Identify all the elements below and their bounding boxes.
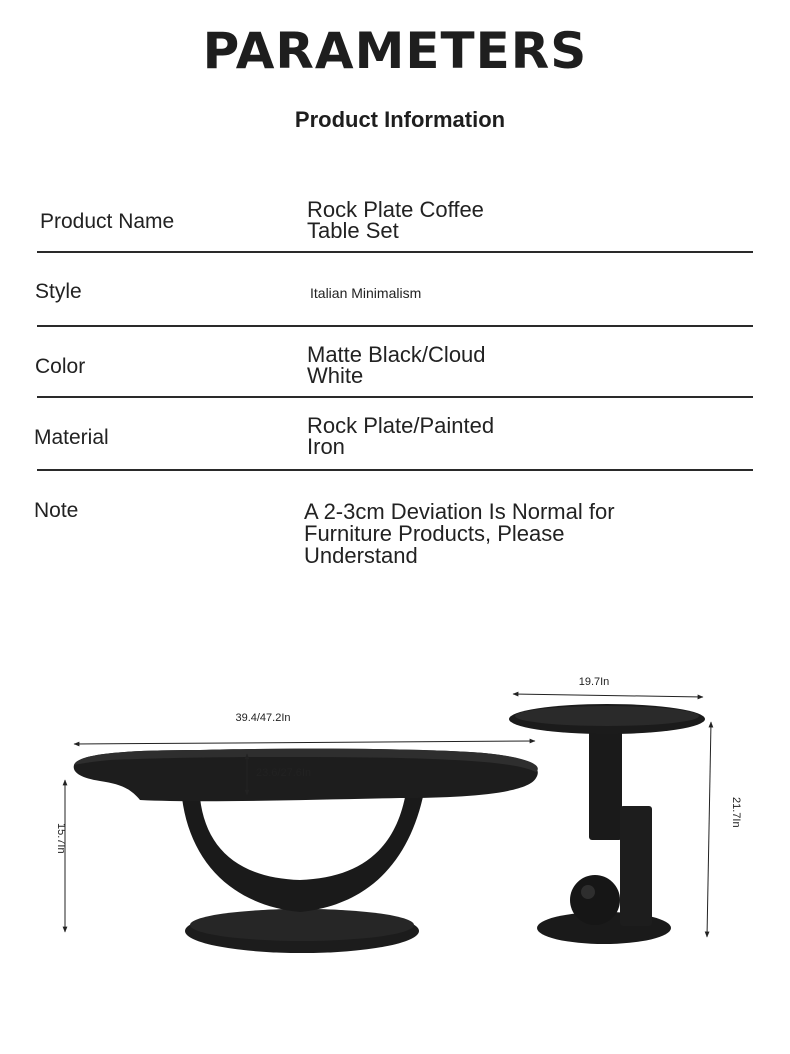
side-table-sphere — [570, 875, 620, 925]
page-title: PARAMETERS — [202, 22, 588, 80]
dimension-label-diameter: 19.7In — [578, 676, 610, 688]
row-value-line: Iron — [307, 434, 345, 459]
row-value-line: Understand — [304, 543, 418, 568]
dimension-label-length: 39.4/47.2In — [235, 712, 291, 724]
coffee-table-arc-support — [182, 792, 424, 912]
row-value-line: Italian Minimalism — [310, 285, 422, 301]
side-table-top-highlight — [515, 706, 699, 726]
row-value-line: Rock Plate Coffee — [307, 197, 484, 222]
dimension-line-length — [74, 741, 535, 744]
row-value-line: Rock Plate/Painted — [307, 413, 495, 438]
side-table — [509, 704, 705, 944]
row-label-style: Style — [35, 280, 82, 303]
dimension-label-table-height: 15.7In — [55, 823, 67, 854]
row-value-line: A 2-3cm Deviation Is Normal for — [304, 499, 615, 524]
dimension-line-diameter — [513, 694, 703, 697]
section-subtitle: Product Information — [294, 107, 506, 132]
side-table-upper-column — [589, 730, 622, 840]
row-value-line: Furniture Products, Please — [304, 521, 565, 546]
side-table-sphere-highlight — [581, 885, 595, 899]
dimension-label-depth: 23.6/27.6In — [256, 767, 312, 779]
row-label-note: Note — [34, 499, 79, 522]
coffee-table-base-top — [190, 909, 414, 941]
row-label-color: Color — [35, 355, 86, 378]
row-label-product-name: Product Name — [40, 210, 175, 233]
coffee-table — [74, 749, 538, 953]
row-value-line: Table Set — [307, 218, 399, 243]
row-value-line: Matte Black/Cloud — [307, 342, 486, 367]
dimension-line-side-height — [707, 722, 711, 937]
row-label-material: Material — [34, 426, 109, 449]
row-value-line: White — [307, 363, 364, 388]
side-table-lower-column — [620, 806, 652, 926]
dimension-label-side-height: 21.7In — [730, 797, 742, 828]
